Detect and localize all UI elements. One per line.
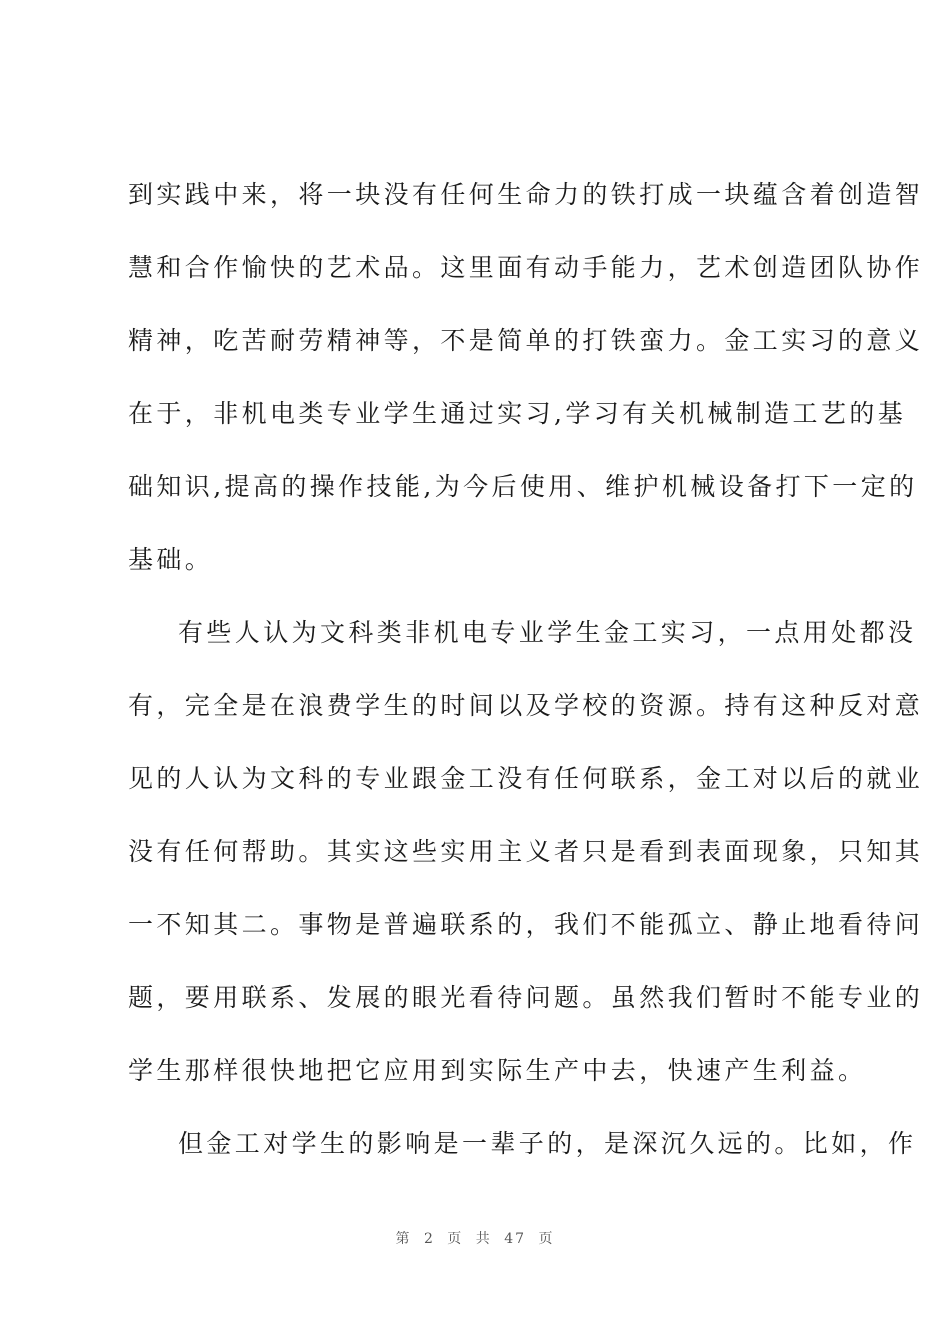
text-line: 础知识,提高的操作技能,为今后使用、维护机械设备打下一定的 — [128, 472, 918, 501]
text-line: 有，完全是在浪费学生的时间以及学校的资源。持有这种反对意 — [128, 691, 924, 720]
text-line: 学生那样很快地把它应用到实际生产中去，快速产生利益。 — [128, 1056, 867, 1085]
page-footer: 第 2 页 共 47 页 — [395, 1231, 555, 1247]
text-line: 见的人认为文科的专业跟金工没有任何联系，金工对以后的就业 — [128, 764, 924, 793]
text-line: 精神，吃苦耐劳精神等，不是简单的打铁蛮力。金工实习的意义 — [128, 326, 924, 355]
text-line: 但金工对学生的影响是一辈子的，是深沉久远的。比如，作 — [178, 1129, 917, 1158]
text-line: 到实践中来，将一块没有任何生命力的铁打成一块蕴含着创造智 — [128, 180, 924, 209]
text-line: 基础。 — [128, 545, 214, 574]
text-line: 没有任何帮助。其实这些实用主义者只是看到表面现象，只知其 — [128, 837, 924, 866]
text-line: 有些人认为文科类非机电专业学生金工实习，一点用处都没 — [178, 618, 917, 647]
text-line: 在于，非机电类专业学生通过实习,学习有关机械制造工艺的基 — [128, 399, 907, 428]
text-line: 题，要用联系、发展的眼光看待问题。虽然我们暂时不能专业的 — [128, 983, 924, 1012]
text-line: 一不知其二。事物是普遍联系的，我们不能孤立、静止地看待问 — [128, 910, 924, 939]
text-line: 慧和合作愉快的艺术品。这里面有动手能力，艺术创造团队协作 — [128, 253, 924, 282]
